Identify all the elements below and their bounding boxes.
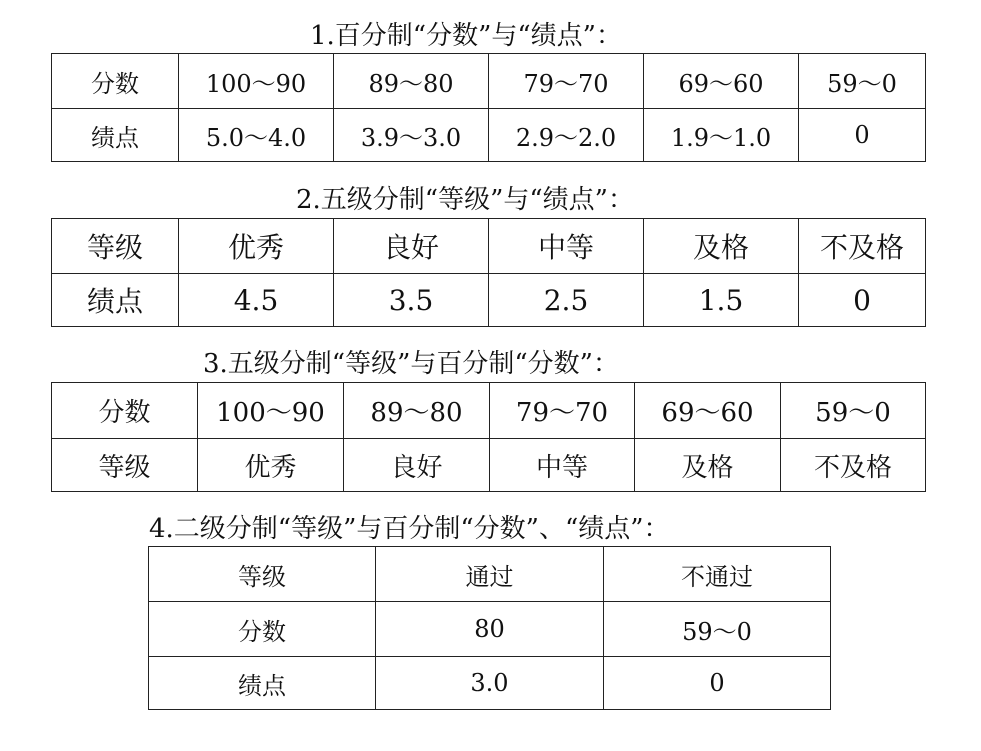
row-header-cell: 分数 (149, 602, 376, 657)
table-cell: 3.9～3.0 (334, 109, 489, 162)
table-row (52, 274, 926, 327)
row-header-cell: 分数 (52, 383, 198, 439)
table-cell: 中等 (490, 439, 635, 492)
table-cell: 3.5 (334, 274, 489, 327)
table-cell: 59～0 (781, 383, 926, 439)
table-cell: 5.0～4.0 (179, 109, 334, 162)
row-header-cell: 分数 (52, 54, 179, 109)
table-cell: 79～70 (490, 383, 635, 439)
section-4-title: 4.二级分制“等级”与百分制“分数”、“绩点”： (149, 514, 670, 544)
row-header-cell: 等级 (52, 439, 198, 492)
table-cell: 优秀 (179, 219, 334, 274)
table-cell: 良好 (334, 219, 489, 274)
table-cell: 良好 (344, 439, 490, 492)
row-header-cell: 绩点 (52, 109, 179, 162)
table-cell: 89～80 (334, 54, 489, 109)
section-1-title: 1.百分制“分数”与“绩点”： (310, 21, 622, 51)
table-header-cell: 不通过 (604, 547, 831, 602)
table-row (149, 602, 831, 657)
two-level-score-gpa-table (148, 546, 831, 710)
row-header-cell: 等级 (52, 219, 179, 274)
table-cell: 0 (799, 109, 926, 162)
table-cell: 0 (604, 657, 831, 710)
table-cell: 100～90 (179, 54, 334, 109)
section-2-title: 2.五级分制“等级”与“绩点”： (296, 185, 634, 215)
table-cell: 不及格 (799, 219, 926, 274)
table-cell: 中等 (489, 219, 644, 274)
table-cell: 69～60 (644, 54, 799, 109)
table-cell: 69～60 (635, 383, 781, 439)
table-cell: 及格 (644, 219, 799, 274)
table-cell: 优秀 (198, 439, 344, 492)
table-header-cell: 等级 (149, 547, 376, 602)
table-row (52, 219, 926, 274)
section-3-title: 3.五级分制“等级”与百分制“分数”： (203, 349, 619, 379)
table-cell: 3.0 (376, 657, 604, 710)
table-cell: 79～70 (489, 54, 644, 109)
table-row (52, 54, 926, 109)
table-cell: 100～90 (198, 383, 344, 439)
table-cell: 80 (376, 602, 604, 657)
five-level-score-table (51, 382, 926, 492)
row-header-cell: 绩点 (149, 657, 376, 710)
row-header-cell: 绩点 (52, 274, 179, 327)
table-cell: 1.9～1.0 (644, 109, 799, 162)
table-row (149, 657, 831, 710)
table-row (52, 383, 926, 439)
table-header-cell: 通过 (376, 547, 604, 602)
table-cell: 不及格 (781, 439, 926, 492)
table-cell: 0 (799, 274, 926, 327)
table-row (52, 109, 926, 162)
table-cell: 2.9～2.0 (489, 109, 644, 162)
table-cell: 59～0 (604, 602, 831, 657)
table-row (149, 547, 831, 602)
table-cell: 4.5 (179, 274, 334, 327)
table-cell: 及格 (635, 439, 781, 492)
table-cell: 1.5 (644, 274, 799, 327)
table-cell: 89～80 (344, 383, 490, 439)
table-cell: 59～0 (799, 54, 926, 109)
table-row (52, 439, 926, 492)
percent-score-gpa-table (51, 53, 926, 162)
table-cell: 2.5 (489, 274, 644, 327)
five-level-gpa-table (51, 218, 926, 327)
